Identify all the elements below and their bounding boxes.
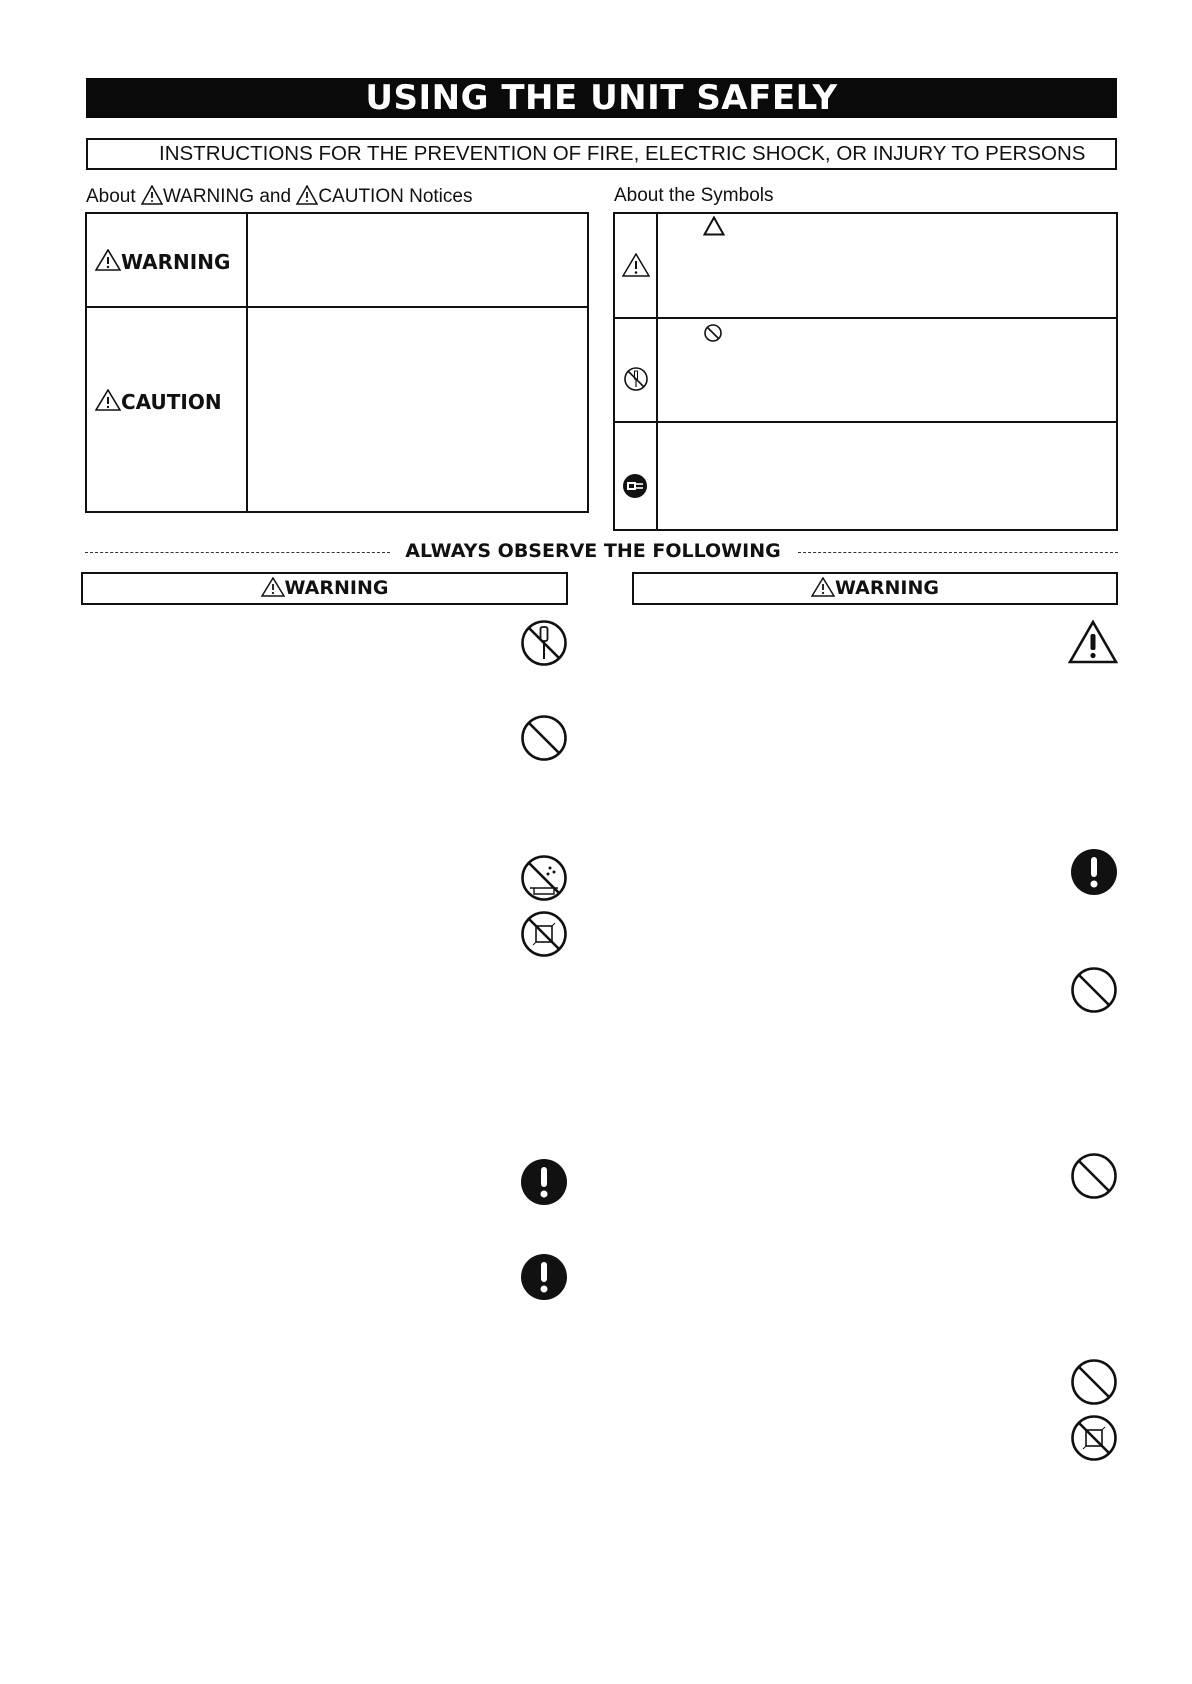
right-warning-header: [632, 572, 1118, 605]
notices-heading: [86, 185, 472, 208]
prohibited-icon: [1070, 1152, 1118, 1200]
small-triangle-icon: [703, 216, 725, 236]
warning-triangle-icon: [261, 577, 285, 597]
prohibited-icon: [1070, 1358, 1118, 1406]
notices-heading-about: About: [86, 186, 136, 207]
warning-triangle-icon: [141, 185, 163, 205]
do-not-disassemble-icon: [623, 366, 649, 392]
left-warning-header-text: WARNING: [284, 577, 389, 599]
mandatory-icon: [520, 1158, 568, 1206]
do-not-disassemble-icon: [520, 619, 568, 667]
page-subtitle: INSTRUCTIONS FOR THE PREVENTION OF FIRE, ELECTRIC SHOCK, OR INJURY TO PERSONS: [86, 138, 1117, 170]
symbols-heading: About the Symbols: [614, 185, 774, 206]
mandatory-icon: [520, 1253, 568, 1301]
caution-triangle-icon: [95, 389, 121, 411]
observe-divider-left: [85, 552, 390, 553]
notice-warning-label: [95, 249, 230, 274]
prohibited-icon: [520, 714, 568, 762]
small-prohibited-icon: [703, 323, 723, 343]
no-water-icon: [520, 854, 568, 902]
symbols-row-divider-1: [613, 317, 1118, 319]
observe-divider-right: [798, 552, 1118, 553]
notices-table-divider: [246, 212, 248, 513]
notices-table-row-divider: [85, 306, 589, 308]
symbols-table-divider: [656, 212, 658, 531]
symbols-table: [613, 212, 1118, 531]
caution-triangle-icon: [622, 253, 650, 277]
prohibited-icon: [1070, 966, 1118, 1014]
left-warning-header: [81, 572, 568, 605]
notice-caution-text: CAUTION: [121, 390, 222, 414]
notices-heading-warning: WARNING: [162, 186, 255, 207]
no-shock-icon: [520, 910, 568, 958]
warning-triangle-icon: [95, 249, 121, 271]
notices-heading-and: and: [259, 186, 292, 207]
caution-triangle-icon: [296, 185, 318, 205]
no-shock-icon: [1070, 1414, 1118, 1462]
mandatory-icon: [1070, 848, 1118, 896]
notice-warning-text: WARNING: [121, 250, 231, 274]
observe-heading: ALWAYS OBSERVE THE FOLLOWING: [405, 540, 781, 562]
symbols-row-divider-2: [613, 421, 1118, 423]
warning-triangle-icon: [811, 577, 835, 597]
unplug-icon: [622, 473, 648, 499]
warning-triangle-icon: [1068, 620, 1118, 664]
notice-caution-label: [95, 389, 222, 414]
right-warning-header-text: WARNING: [835, 577, 939, 599]
notices-heading-caution: CAUTION Notices: [318, 186, 473, 207]
page-title: USING THE UNIT SAFELY: [86, 78, 1117, 118]
